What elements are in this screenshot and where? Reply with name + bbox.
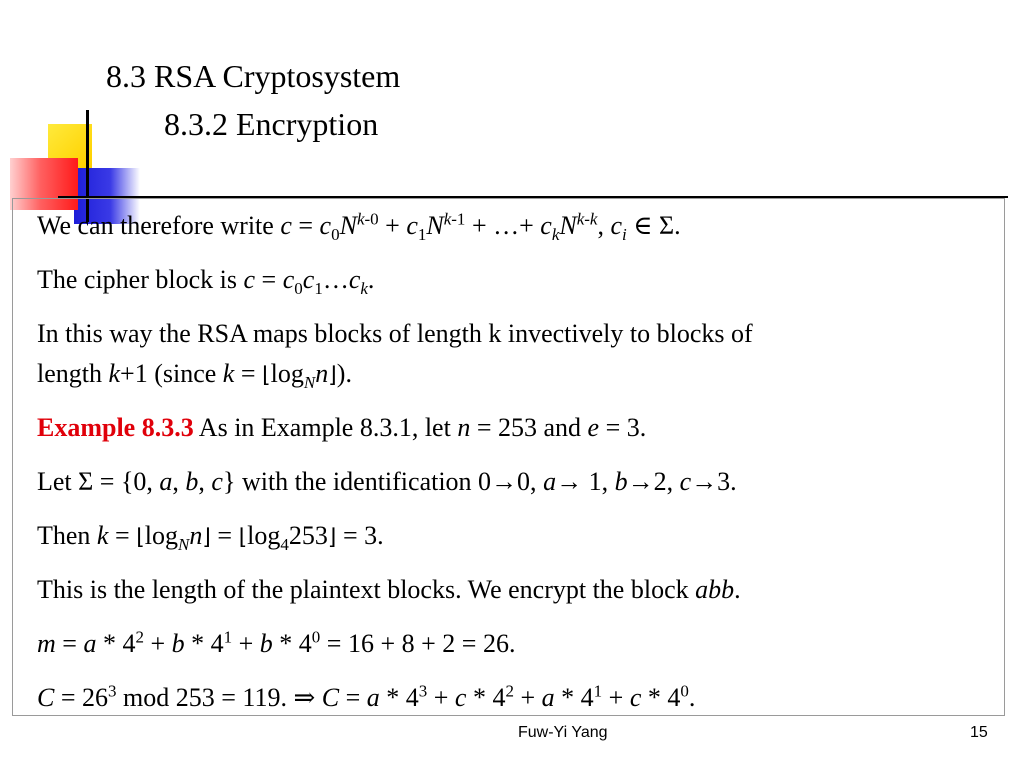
line-C-calc: $C = 26^3$ mod 253 = 119. ⇒ $C = a * 4^3 + c * 4^2 + a * 4^1 + c * 4^0$. — [37, 681, 696, 712]
slide-subtitle: 8.3.2 Encryption — [164, 106, 379, 142]
line-let-sigma: Let Σ = {0, a, b, c} with the identification 0→0, a→ 1, b→2, c→3. — [37, 467, 737, 496]
line-then-k: Then $k = ⌊\log_Nn⌋$ = $⌊\log_4253⌋ = 3$. — [37, 521, 384, 555]
line-rsa-maps-1: In this way the RSA maps blocks of length k invectively to blocks of — [37, 319, 753, 348]
line-example: Example 8.3.3 As in Example 8.3.1, let n = 253 and e = 3. — [37, 413, 647, 442]
content-box — [12, 198, 1005, 716]
example-label: Example 8.3.3 — [37, 413, 194, 442]
line-m-calc: $m = a * 4^2 + b * 4^1 + b * 4^0 = 16 + 8 + 2 = 26$. — [37, 627, 516, 658]
line-rsa-maps-2: length k+1 (since $k = ⌊\log_Nn⌋$). — [37, 359, 352, 393]
line-cipher-block: The cipher block is $c = c_0c_1\dots c_k$. — [37, 265, 375, 299]
line-plaintext-length: This is the length of the plaintext blocks. We encrypt the block abb. — [37, 575, 741, 604]
slide-title: 8.3 RSA Cryptosystem — [106, 58, 401, 94]
page-number: 15 — [970, 724, 988, 741]
line-write-c: We can therefore write $c = c_0N^{k-0} + c_1N^{k-1}$ + …+ $c_kN^{k-k}$, $c_i$ ∈ Σ. — [37, 209, 681, 245]
footer-author: Fuw-Yi Yang — [518, 724, 608, 741]
